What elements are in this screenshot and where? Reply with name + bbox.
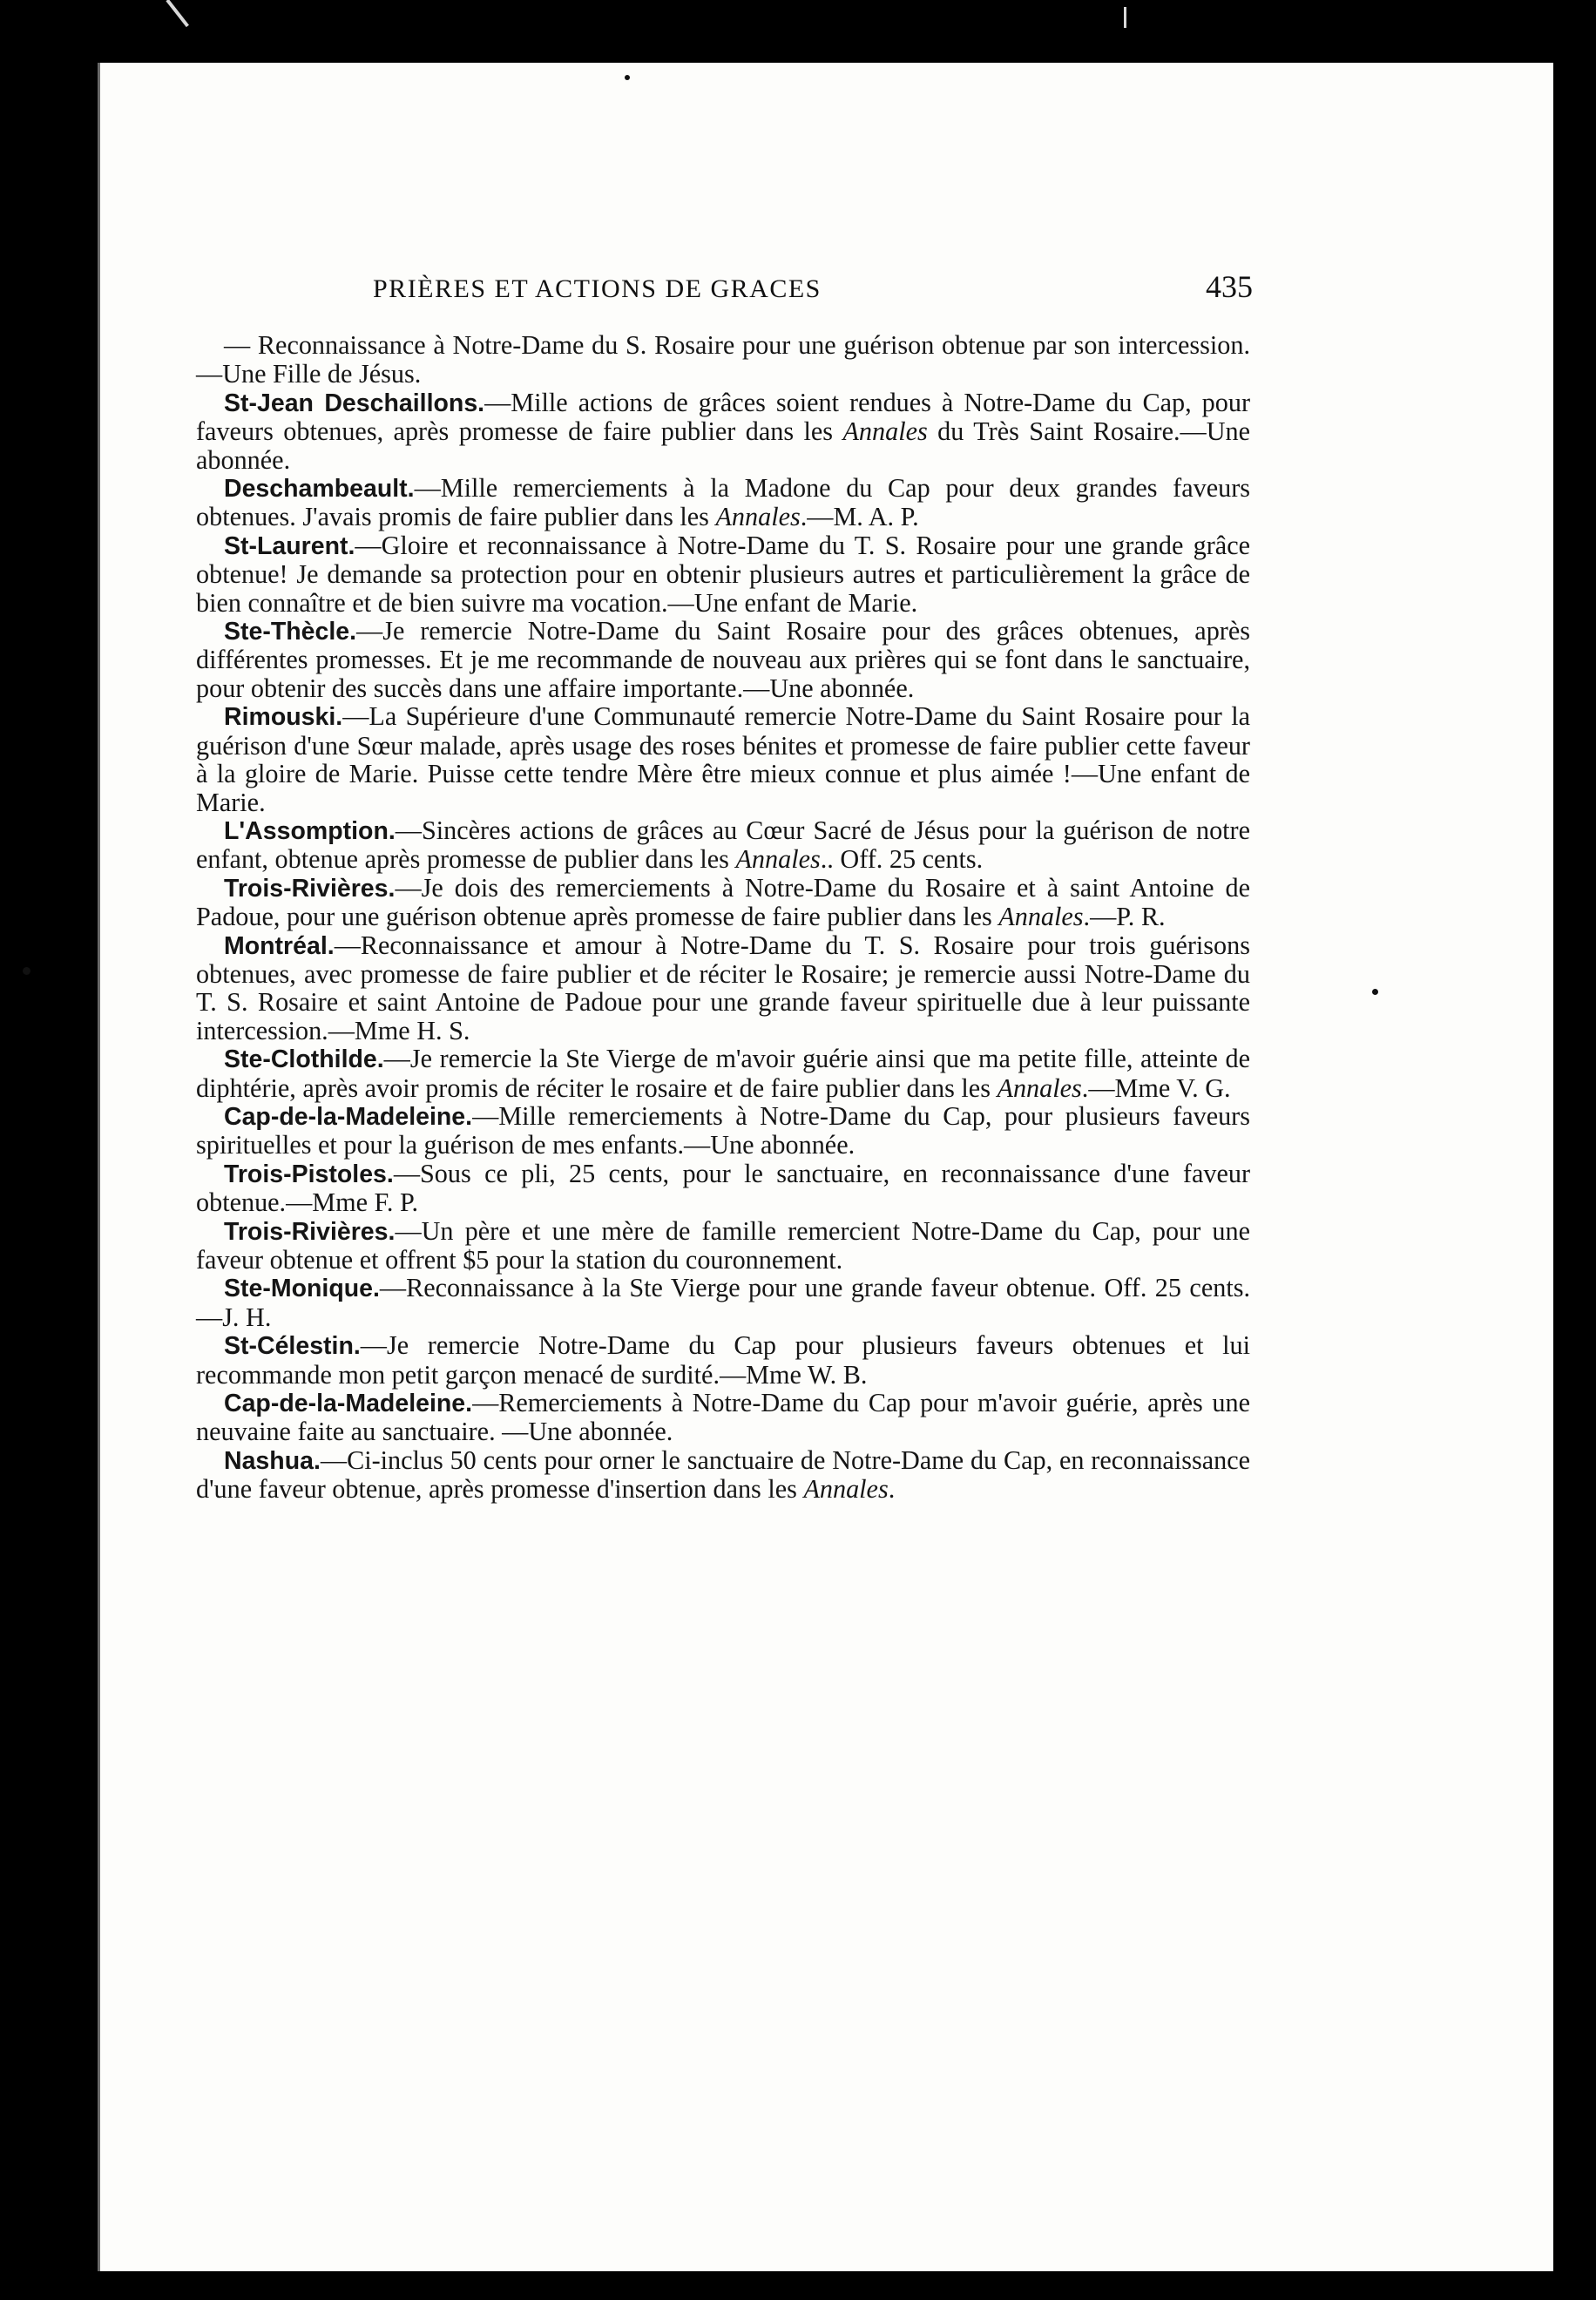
- entry-text: —Je remercie Notre-Dame du Cap pour plusieurs faveurs obtenues et lui recommande mon petit garçon menacé de surdité.—Mme W. B.: [196, 1330, 1250, 1390]
- entry-place: St-Laurent.: [224, 531, 355, 560]
- entry: [196, 617, 1250, 702]
- running-header: [373, 268, 1253, 305]
- entry: [196, 702, 1250, 816]
- entry: [196, 1446, 1250, 1504]
- entry-text: —Reconnaissance et amour à Notre-Dame du T. S. Rosaire pour trois guérisons obtenues, avec promesse de faire publier et de réciter le Rosaire; je remercie aussi Notre-Dame du T. S. Rosaire et saint Antoine de Padoue pour une grande faveur spirituelle due à leur puissante intercession.—Mme H. S.: [196, 930, 1250, 1045]
- entry: [196, 1160, 1250, 1217]
- entry-text: —La Supérieure d'une Communauté remercie Notre-Dame du Saint Rosaire pour la guérison d'une Sœur malade, après usage des roses bénites et promesse de faire publier cette faveur à la gloire de Marie. Puisse cette tendre Mère être mieux connue et plus aimée !—Une enfant de Marie.: [196, 701, 1250, 817]
- entry-place: Trois-Rivières.: [224, 874, 396, 903]
- entry-text: —Sincères actions de grâces au Cœur Sacré de Jésus pour la guérison de notre enfant, obtenue après promesse de publier dans les Annales.. Off. 25 cents.: [196, 815, 1250, 875]
- entry-place: Ste-Monique.: [224, 1275, 380, 1303]
- entry-place: Nashua.: [224, 1446, 321, 1475]
- entry-text: —Je dois des remerciements à Notre-Dame du Rosaire et à saint Antoine de Padoue, pour une guérison obtenue après promesse de faire publier dans les Annales.—P. R.: [196, 872, 1250, 932]
- entry-text: —Reconnaissance à la Ste Vierge pour une grande faveur obtenue. Off. 25 cents.—J. H.: [196, 1273, 1250, 1332]
- entry: [196, 531, 1250, 617]
- entry: [196, 1331, 1250, 1389]
- entry-place: L'Assomption.: [224, 816, 396, 845]
- entry-text: —Remerciements à Notre-Dame du Cap pour m'avoir guérie, après une neuvaine faite au sanctuaire. —Une abonnée.: [196, 1388, 1250, 1447]
- entry-place: Rimouski.: [224, 703, 343, 732]
- entry: [196, 931, 1250, 1045]
- entry-place: Cap-de-la-Madeleine.: [224, 1390, 473, 1418]
- scan-edge-mark: [166, 0, 189, 27]
- entry: [196, 1274, 1250, 1331]
- entry: [196, 1102, 1250, 1160]
- entry-text: —Je remercie la Ste Vierge de m'avoir guérie ainsi que ma petite fille, atteinte de diphtérie, après avoir promis de réciter le rosaire et de faire publier dans les Annales.—Mme V. G.: [196, 1044, 1250, 1103]
- entry-text: —Mille remerciements à Notre-Dame du Cap, pour plusieurs faveurs spirituelles et pour la guérison de mes enfants.—Une abonnée.: [196, 1100, 1250, 1160]
- entry: [196, 874, 1250, 931]
- entry-place: St-Célestin.: [224, 1332, 361, 1361]
- entries-list: [196, 331, 1250, 1504]
- entry: [196, 1217, 1250, 1275]
- entry: [196, 474, 1250, 531]
- entry: [196, 389, 1250, 474]
- entry-text: — Reconnaissance à Notre-Dame du S. Rosaire pour une guérison obtenue par son intercession.—Une Fille de Jésus.: [196, 330, 1250, 389]
- entry: [196, 331, 1250, 389]
- running-title: PRIÈRES ET ACTIONS DE GRACES: [373, 274, 822, 303]
- entry-text: —Ci-inclus 50 cents pour orner le sanctuaire de Notre-Dame du Cap, en reconnaissance d'une faveur obtenue, après promesse d'insertion dans les Annales.: [196, 1444, 1250, 1505]
- entry-place: Ste-Thècle.: [224, 618, 357, 646]
- entry-place: St-Jean Deschaillons.: [224, 389, 485, 417]
- page-number: 435: [1206, 269, 1253, 304]
- scan-speck: [1372, 989, 1378, 995]
- entry-text: —Sous ce pli, 25 cents, pour le sanctuaire, en reconnaissance d'une faveur obtenue.—Mme F. P.: [196, 1158, 1250, 1218]
- entry: [196, 1389, 1250, 1446]
- entry-text: —Un père et une mère de famille remercient Notre-Dame du Cap, pour une faveur obtenue et offrent $5 pour la station du couronnement.: [196, 1215, 1250, 1275]
- entry-place: Montréal.: [224, 931, 335, 960]
- entry-place: Deschambeault.: [224, 475, 415, 504]
- entry: [196, 1045, 1250, 1102]
- scan-edge-mark: [1124, 7, 1126, 28]
- entry-text: —Gloire et reconnaissance à Notre-Dame du T. S. Rosaire pour une grande grâce obtenue! Je demande sa protection pour en obtenir plusieurs autres et particulièrement la grâce de bien connaître et de bien suivre ma vocation.—Une enfant de Marie.: [196, 530, 1250, 618]
- entry: [196, 816, 1250, 874]
- entry-text: —Je remercie Notre-Dame du Saint Rosaire pour des grâces obtenues, après différentes promesses. Et je me recommande de nouveau aux prières qui se font dans le sanctuaire, pour obtenir des succès dans une affaire importante.—Une abonnée.: [196, 616, 1250, 703]
- scan-speck: [625, 75, 630, 80]
- entry-place: Ste-Clothilde.: [224, 1045, 384, 1074]
- entry-place: Trois-Pistoles.: [224, 1160, 394, 1188]
- entry-text: —Mille remerciements à la Madone du Cap pour deux grandes faveurs obtenues. J'avais promis de faire publier dans les Annales.—M. A. P.: [196, 473, 1250, 532]
- entry-place: Trois-Rivières.: [224, 1217, 396, 1246]
- entry-place: Cap-de-la-Madeleine.: [224, 1102, 473, 1131]
- entry-text: —Mille actions de grâces soient rendues à Notre-Dame du Cap, pour faveurs obtenues, après promesse de faire publier dans les Annales du Très Saint Rosaire.—Une abonnée.: [196, 387, 1251, 475]
- scan-speck: [23, 967, 30, 975]
